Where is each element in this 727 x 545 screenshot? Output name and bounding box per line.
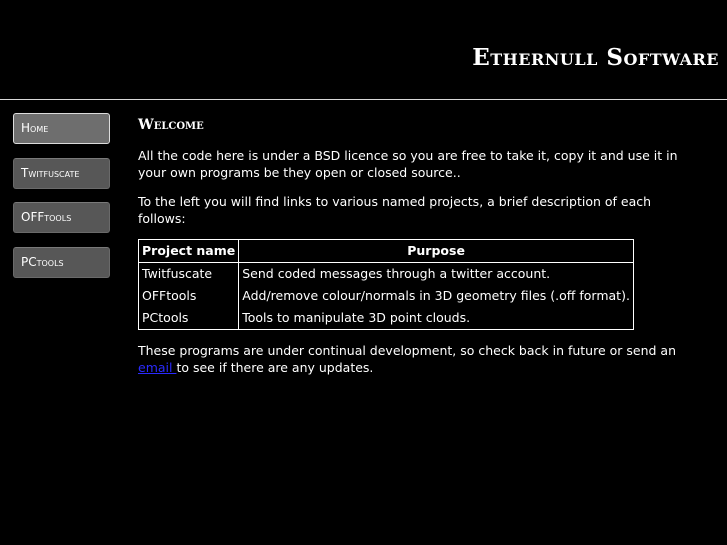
nav-item-offtools[interactable]: OFFtools <box>13 202 110 233</box>
project-name-cell: PCtools <box>139 307 239 330</box>
table-row <box>139 263 634 286</box>
table-header-row <box>139 240 634 263</box>
nav-item-twitfuscate[interactable]: Twitfuscate <box>13 158 110 189</box>
nav-item-pctools[interactable]: PCtools <box>13 247 110 278</box>
table-row <box>139 285 634 307</box>
footer-paragraph <box>138 342 698 376</box>
header-divider <box>0 99 727 100</box>
project-name-cell: Twitfuscate <box>139 263 239 286</box>
links-paragraph: To the left you will find links to various named projects, a brief description of each follows: <box>138 194 652 226</box>
main-content <box>138 116 698 388</box>
projects-table <box>138 239 634 330</box>
column-header-project-name: Project name <box>139 240 239 263</box>
footer-text-before: These programs are under continual development, so check back in future or send an <box>138 343 677 358</box>
project-purpose-cell: Add/remove colour/normals in 3D geometry files (.off format). <box>242 288 630 303</box>
footer-text-after: to see if there are any updates. <box>176 360 374 375</box>
email-link[interactable]: email <box>138 360 177 375</box>
intro-paragraph: All the code here is under a BSD licence so you are free to take it, copy it and use it in your own programs be they open or closed source.. <box>138 148 678 180</box>
project-purpose-cell: Send coded messages through a twitter account. <box>242 266 551 281</box>
nav-item-home[interactable]: Home <box>13 113 110 144</box>
project-purpose-cell: Tools to manipulate 3D point clouds. <box>242 310 471 325</box>
page-title: Welcome <box>138 117 204 133</box>
site-title: Ethernull Software <box>472 44 719 71</box>
column-header-purpose: Purpose <box>239 240 634 263</box>
sidebar-nav <box>13 113 110 291</box>
table-row <box>139 307 634 330</box>
project-name-cell: OFFtools <box>139 285 239 307</box>
